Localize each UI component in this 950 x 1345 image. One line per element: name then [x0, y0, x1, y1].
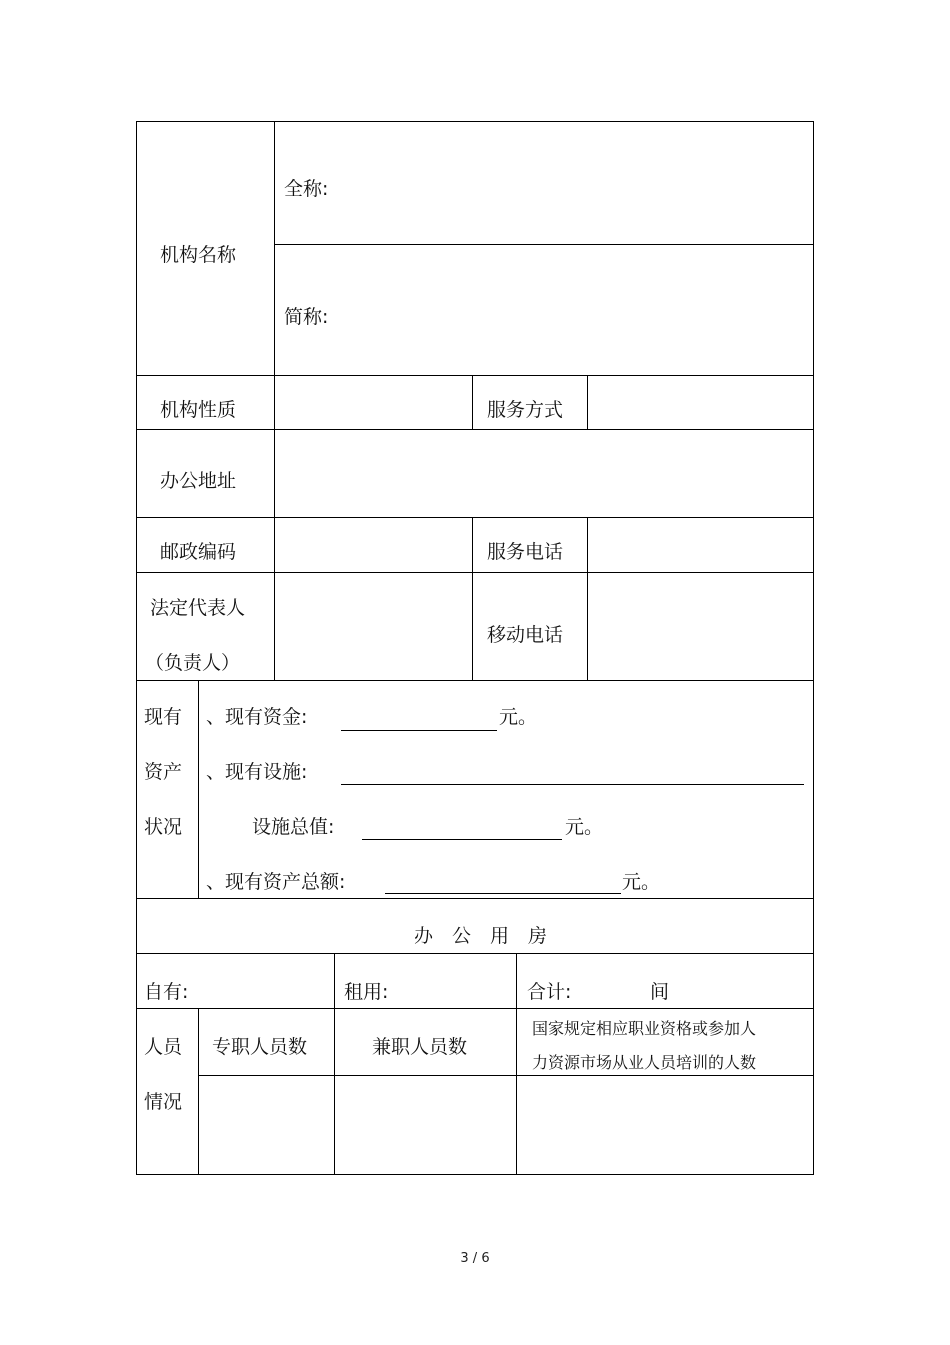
office-address-label: 办公地址	[160, 470, 237, 492]
col-divider	[472, 517, 473, 680]
total-assets-label: 、现有资产总额:	[206, 871, 346, 893]
owned-label: 自有:	[144, 981, 189, 1003]
staff-label-part1: 人员	[144, 1036, 183, 1058]
total-assets-unit: 元。	[622, 871, 661, 893]
office-total-label: 合计:	[527, 981, 572, 1003]
fulltime-staff-header: 专职人员数	[212, 1036, 308, 1058]
col-divider	[516, 953, 517, 1008]
short-name-label: 简称:	[284, 306, 329, 328]
row-divider	[136, 429, 813, 430]
col-divider	[334, 953, 335, 1008]
col-divider	[587, 517, 588, 680]
qualified-staff-header-line1: 国家规定相应职业资格或参加人	[532, 1019, 757, 1038]
table-border-bottom	[136, 1174, 814, 1175]
postal-code-label: 邮政编码	[160, 541, 237, 563]
col-divider	[198, 1008, 199, 1174]
row-divider	[275, 244, 813, 245]
facilities-total-label: 设施总值:	[252, 816, 335, 838]
row-divider	[136, 953, 813, 954]
office-space-title: 办 公 用 房	[414, 925, 548, 947]
funds-unit: 元。	[499, 706, 538, 728]
org-nature-label: 机构性质	[160, 399, 237, 421]
facilities-total-unit: 元。	[565, 816, 604, 838]
col-divider	[516, 1008, 517, 1174]
assets-label-part3: 状况	[144, 816, 183, 838]
funds-label: 、现有资金:	[206, 706, 308, 728]
row-divider	[136, 898, 813, 899]
row-divider	[136, 375, 813, 376]
parttime-staff-header: 兼职人员数	[372, 1036, 468, 1058]
row-divider	[136, 517, 813, 518]
facilities-blank[interactable]	[341, 784, 804, 785]
staff-label-part2: 情况	[144, 1091, 183, 1113]
col-divider	[198, 680, 199, 898]
total-assets-blank[interactable]	[385, 893, 621, 894]
row-divider	[136, 572, 813, 573]
assets-label-part2: 资产	[144, 761, 183, 783]
col-divider	[587, 375, 588, 429]
office-total-unit: 间	[650, 981, 670, 1003]
col-divider	[472, 375, 473, 429]
row-divider	[136, 680, 813, 681]
full-name-label: 全称:	[284, 178, 329, 200]
facilities-label: 、现有设施:	[206, 761, 308, 783]
service-phone-label: 服务电话	[487, 541, 564, 563]
table-border-right	[813, 121, 814, 1175]
row-divider	[199, 1075, 813, 1076]
funds-blank[interactable]	[341, 730, 497, 731]
mobile-phone-label: 移动电话	[487, 624, 564, 646]
row-divider	[136, 1008, 813, 1009]
legal-rep-label-line2: （负责人）	[145, 652, 241, 674]
col-divider	[334, 1008, 335, 1174]
org-name-label: 机构名称	[160, 244, 237, 266]
col-divider	[274, 121, 275, 680]
page-number: 3 / 6	[460, 1251, 490, 1266]
qualified-staff-header-line2: 力资源市场从业人员培训的人数	[532, 1053, 757, 1072]
assets-label-part1: 现有	[144, 706, 183, 728]
service-mode-label: 服务方式	[487, 399, 564, 421]
facilities-total-blank[interactable]	[362, 839, 562, 840]
rented-label: 租用:	[344, 981, 389, 1003]
table-border-top	[136, 121, 814, 122]
legal-rep-label-line1: 法定代表人	[150, 597, 246, 619]
table-border-left	[136, 121, 137, 1175]
